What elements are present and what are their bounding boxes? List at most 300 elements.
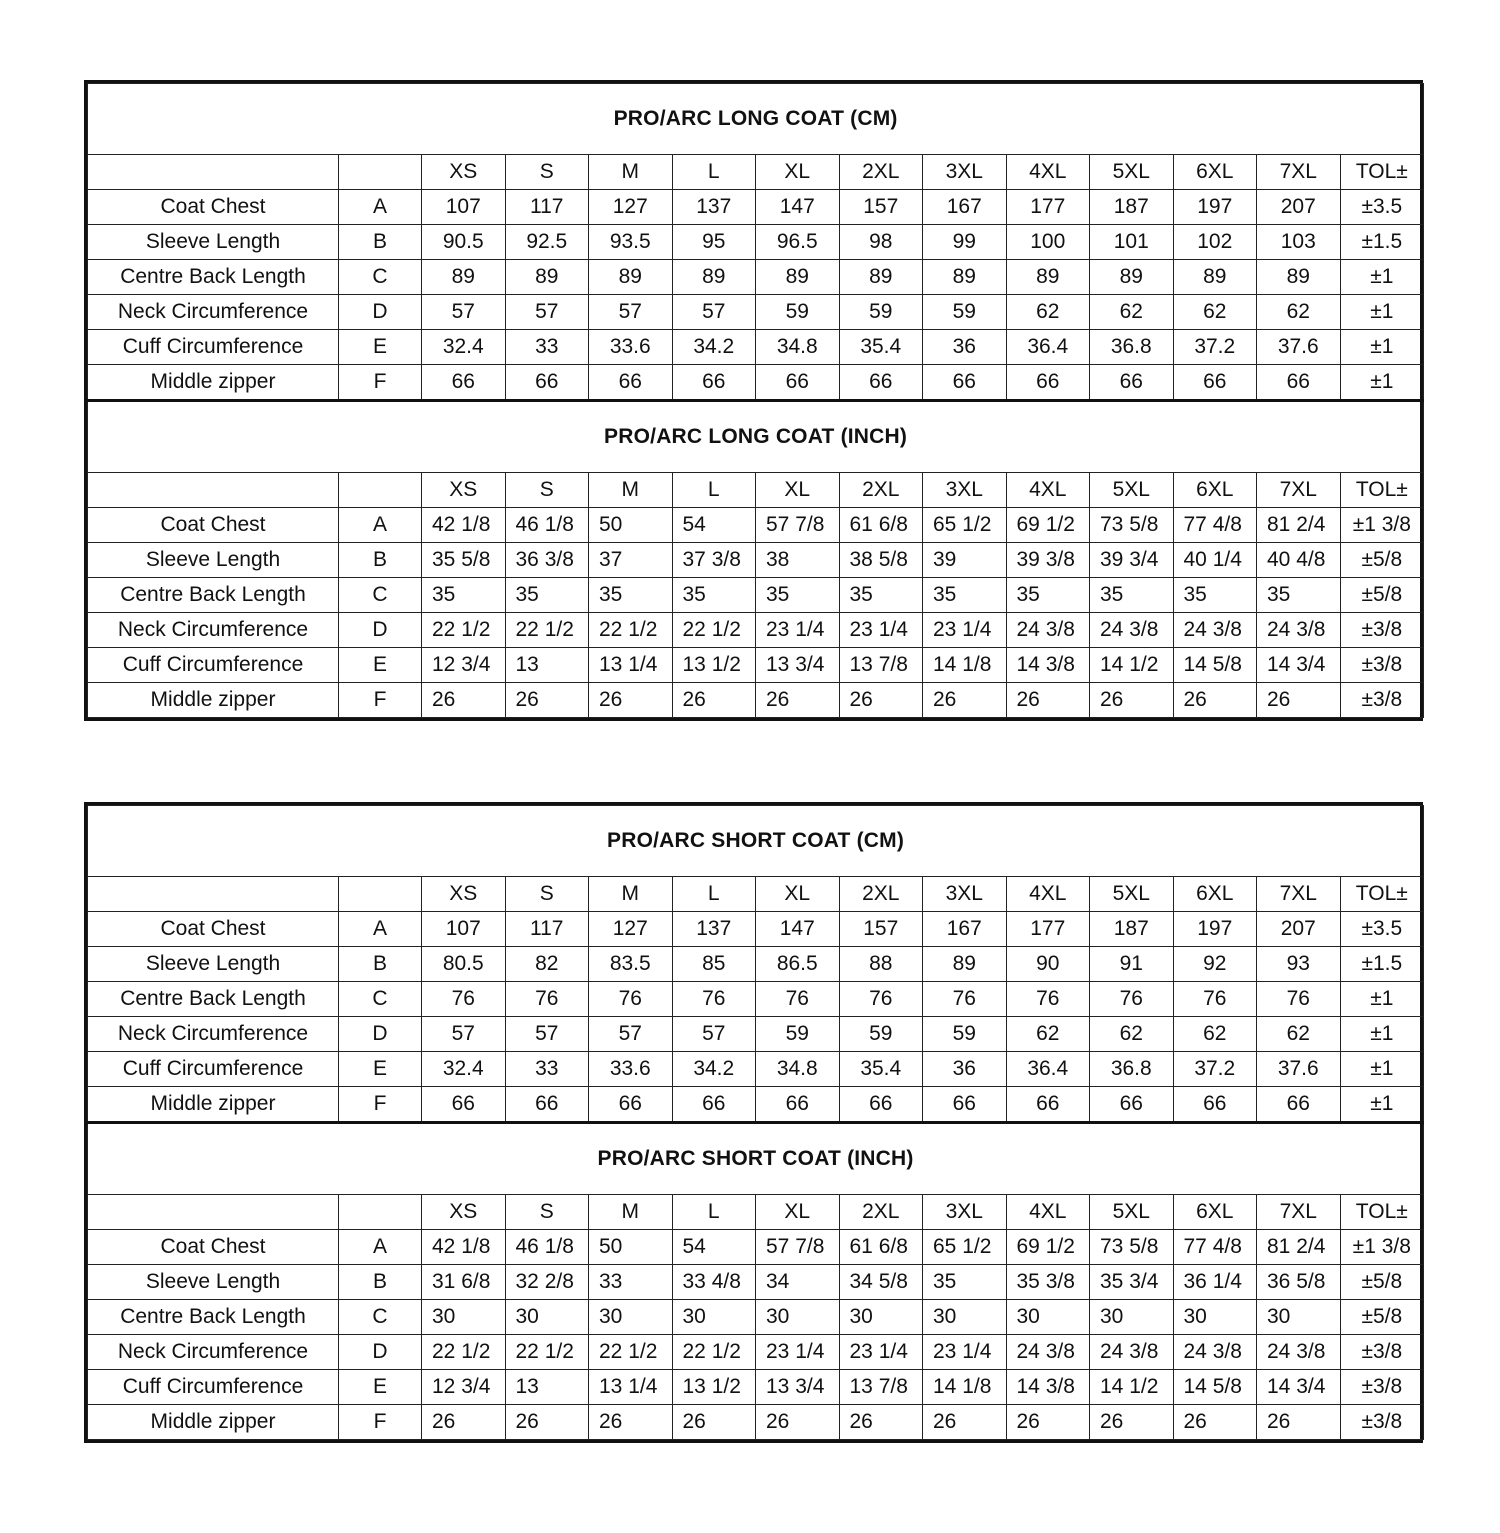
size-header: M <box>589 473 673 508</box>
measurement-value: 26 <box>1257 1405 1341 1440</box>
measurement-value: 54 <box>672 508 756 543</box>
size-header: 7XL <box>1257 155 1341 190</box>
measurement-value: 26 <box>1006 683 1090 718</box>
measurement-label: Neck Circumference <box>88 613 339 648</box>
measurement-value: 76 <box>589 982 673 1017</box>
table-row <box>88 912 1424 947</box>
measurement-value: 23 1/4 <box>839 613 923 648</box>
measurement-value: 66 <box>505 365 589 401</box>
table-row <box>88 1335 1424 1370</box>
measurement-value: 35 <box>505 578 589 613</box>
size-header: 4XL <box>1006 877 1090 912</box>
tolerance-value: ±1 <box>1340 1017 1424 1052</box>
measurement-value: 35.4 <box>839 330 923 365</box>
measurement-value: 77 4/8 <box>1173 1230 1257 1265</box>
short-coat-size-chart <box>84 802 1423 1443</box>
size-header: M <box>589 1195 673 1230</box>
measurement-value: 65 1/2 <box>923 1230 1007 1265</box>
measurement-value: 35 <box>672 578 756 613</box>
tolerance-header: TOL± <box>1340 155 1424 190</box>
measurement-value: 76 <box>1173 982 1257 1017</box>
measurement-value: 98 <box>839 225 923 260</box>
measurement-value: 167 <box>923 912 1007 947</box>
size-header: 6XL <box>1173 1195 1257 1230</box>
measurement-value: 76 <box>672 982 756 1017</box>
measurement-value: 73 5/8 <box>1090 508 1174 543</box>
measurement-code: A <box>339 190 422 225</box>
measurement-value: 81 2/4 <box>1257 1230 1341 1265</box>
measurement-value: 33 <box>505 1052 589 1087</box>
size-header: 6XL <box>1173 877 1257 912</box>
measurement-value: 92.5 <box>505 225 589 260</box>
measurement-value: 22 1/2 <box>422 1335 506 1370</box>
measurement-value: 66 <box>1006 365 1090 401</box>
measurement-value: 90 <box>1006 947 1090 982</box>
measurement-value: 37.2 <box>1173 1052 1257 1087</box>
measurement-value: 66 <box>1173 1087 1257 1123</box>
measurement-value: 34 5/8 <box>839 1265 923 1300</box>
measurement-label: Centre Back Length <box>88 578 339 613</box>
measurement-value: 30 <box>923 1300 1007 1335</box>
measurement-value: 73 5/8 <box>1090 1230 1174 1265</box>
measurement-value: 89 <box>1090 260 1174 295</box>
size-header: M <box>589 877 673 912</box>
measurement-value: 36.8 <box>1090 1052 1174 1087</box>
measurement-value: 22 1/2 <box>589 1335 673 1370</box>
measurement-value: 33.6 <box>589 330 673 365</box>
table-row <box>88 1370 1424 1405</box>
measurement-label: Centre Back Length <box>88 260 339 295</box>
table-row <box>88 543 1424 578</box>
measurement-value: 13 1/2 <box>672 648 756 683</box>
measurement-value: 32.4 <box>422 330 506 365</box>
measurement-value: 14 5/8 <box>1173 648 1257 683</box>
measurement-label: Coat Chest <box>88 912 339 947</box>
measurement-value: 26 <box>505 1405 589 1440</box>
measurement-value: 26 <box>422 683 506 718</box>
measurement-code: E <box>339 1370 422 1405</box>
measurement-value: 30 <box>1090 1300 1174 1335</box>
measurement-value: 187 <box>1090 190 1174 225</box>
measurement-value: 26 <box>1090 683 1174 718</box>
measurement-value: 26 <box>756 1405 840 1440</box>
measurement-value: 59 <box>756 1017 840 1052</box>
measurement-value: 36.4 <box>1006 1052 1090 1087</box>
measurement-value: 13 7/8 <box>839 1370 923 1405</box>
measurement-value: 26 <box>1173 683 1257 718</box>
measurement-value: 36 3/8 <box>505 543 589 578</box>
measurement-value: 57 7/8 <box>756 508 840 543</box>
measurement-value: 26 <box>923 683 1007 718</box>
measurement-value: 137 <box>672 190 756 225</box>
measurement-value: 34.2 <box>672 1052 756 1087</box>
size-header: 7XL <box>1257 877 1341 912</box>
size-header: XL <box>756 877 840 912</box>
measurement-value: 30 <box>1257 1300 1341 1335</box>
measurement-value: 22 1/2 <box>422 613 506 648</box>
measurement-value: 33 <box>505 330 589 365</box>
table-title-row <box>88 806 1424 877</box>
measurement-value: 167 <box>923 190 1007 225</box>
measurement-value: 66 <box>839 1087 923 1123</box>
tolerance-value: ±1.5 <box>1340 225 1424 260</box>
measurement-value: 76 <box>422 982 506 1017</box>
measurement-value: 26 <box>589 1405 673 1440</box>
measurement-label: Coat Chest <box>88 190 339 225</box>
measurement-value: 91 <box>1090 947 1174 982</box>
size-header: XL <box>756 1195 840 1230</box>
measurement-value: 100 <box>1006 225 1090 260</box>
measurement-value: 36 <box>923 1052 1007 1087</box>
measurement-value: 13 7/8 <box>839 648 923 683</box>
measurement-value: 14 3/8 <box>1006 1370 1090 1405</box>
measurement-value: 57 <box>672 295 756 330</box>
measurement-value: 37.6 <box>1257 1052 1341 1087</box>
tolerance-value: ±1 <box>1340 365 1424 401</box>
measurement-value: 107 <box>422 190 506 225</box>
measurement-code: B <box>339 225 422 260</box>
measurement-value: 93 <box>1257 947 1341 982</box>
measurement-value: 197 <box>1173 190 1257 225</box>
measurement-value: 13 1/4 <box>589 1370 673 1405</box>
measurement-value: 23 1/4 <box>839 1335 923 1370</box>
measurement-value: 89 <box>1257 260 1341 295</box>
measurement-value: 42 1/8 <box>422 1230 506 1265</box>
measurement-value: 65 1/2 <box>923 508 1007 543</box>
measurement-value: 22 1/2 <box>672 1335 756 1370</box>
measurement-value: 26 <box>923 1405 1007 1440</box>
measurement-value: 103 <box>1257 225 1341 260</box>
measurement-value: 26 <box>672 1405 756 1440</box>
tolerance-value: ±1 <box>1340 260 1424 295</box>
measurement-label: Centre Back Length <box>88 982 339 1017</box>
size-header-row <box>88 473 1424 508</box>
table-title: PRO/ARC SHORT COAT (CM) <box>88 806 1424 877</box>
table-row <box>88 1052 1424 1087</box>
measurement-value: 207 <box>1257 190 1341 225</box>
measurement-value: 59 <box>756 295 840 330</box>
tolerance-value: ±3/8 <box>1340 648 1424 683</box>
header-blank-cell <box>339 155 422 190</box>
size-header: L <box>672 877 756 912</box>
size-table <box>87 805 1424 1440</box>
measurement-value: 37 <box>589 543 673 578</box>
measurement-value: 24 3/8 <box>1173 613 1257 648</box>
table-row <box>88 1087 1424 1123</box>
tolerance-value: ±3.5 <box>1340 912 1424 947</box>
measurement-value: 35 <box>1173 578 1257 613</box>
measurement-value: 22 1/2 <box>505 1335 589 1370</box>
measurement-value: 23 1/4 <box>756 1335 840 1370</box>
measurement-value: 26 <box>1257 683 1341 718</box>
measurement-code: A <box>339 1230 422 1265</box>
measurement-value: 35.4 <box>839 1052 923 1087</box>
measurement-code: A <box>339 508 422 543</box>
tolerance-value: ±1 <box>1340 295 1424 330</box>
tolerance-value: ±1.5 <box>1340 947 1424 982</box>
measurement-value: 33 <box>589 1265 673 1300</box>
measurement-value: 85 <box>672 947 756 982</box>
measurement-value: 81 2/4 <box>1257 508 1341 543</box>
table-row <box>88 578 1424 613</box>
size-header: S <box>505 1195 589 1230</box>
measurement-value: 30 <box>422 1300 506 1335</box>
header-blank-cell <box>88 473 339 508</box>
size-header: 2XL <box>839 1195 923 1230</box>
measurement-value: 77 4/8 <box>1173 508 1257 543</box>
tolerance-value: ±5/8 <box>1340 1265 1424 1300</box>
table-row <box>88 508 1424 543</box>
measurement-value: 35 <box>1090 578 1174 613</box>
table-row <box>88 295 1424 330</box>
size-header: 6XL <box>1173 155 1257 190</box>
measurement-value: 46 1/8 <box>505 508 589 543</box>
measurement-value: 54 <box>672 1230 756 1265</box>
measurement-value: 36 5/8 <box>1257 1265 1341 1300</box>
measurement-value: 61 6/8 <box>839 508 923 543</box>
measurement-value: 35 3/8 <box>1006 1265 1090 1300</box>
measurement-value: 30 <box>1173 1300 1257 1335</box>
measurement-value: 35 <box>589 578 673 613</box>
measurement-value: 66 <box>1257 1087 1341 1123</box>
measurement-code: B <box>339 1265 422 1300</box>
measurement-value: 35 3/4 <box>1090 1265 1174 1300</box>
size-header: XS <box>422 473 506 508</box>
measurement-value: 62 <box>1173 295 1257 330</box>
measurement-value: 76 <box>505 982 589 1017</box>
tolerance-header: TOL± <box>1340 1195 1424 1230</box>
header-blank-cell <box>88 155 339 190</box>
size-header: 7XL <box>1257 1195 1341 1230</box>
measurement-value: 46 1/8 <box>505 1230 589 1265</box>
measurement-value: 62 <box>1173 1017 1257 1052</box>
size-header: 7XL <box>1257 473 1341 508</box>
measurement-value: 66 <box>1257 365 1341 401</box>
header-blank-cell <box>339 877 422 912</box>
measurement-value: 76 <box>923 982 1007 1017</box>
measurement-code: C <box>339 260 422 295</box>
table-row <box>88 190 1424 225</box>
measurement-value: 147 <box>756 912 840 947</box>
measurement-value: 82 <box>505 947 589 982</box>
size-header: XS <box>422 877 506 912</box>
measurement-value: 26 <box>1173 1405 1257 1440</box>
measurement-value: 14 3/8 <box>1006 648 1090 683</box>
measurement-value: 26 <box>589 683 673 718</box>
measurement-value: 14 5/8 <box>1173 1370 1257 1405</box>
tolerance-value: ±5/8 <box>1340 578 1424 613</box>
measurement-value: 76 <box>1257 982 1341 1017</box>
measurement-value: 26 <box>839 683 923 718</box>
measurement-value: 35 <box>1257 578 1341 613</box>
measurement-value: 14 1/2 <box>1090 1370 1174 1405</box>
measurement-value: 76 <box>1006 982 1090 1017</box>
measurement-value: 26 <box>505 683 589 718</box>
measurement-value: 66 <box>1090 365 1174 401</box>
measurement-value: 57 <box>422 295 506 330</box>
measurement-value: 59 <box>839 1017 923 1052</box>
measurement-value: 23 1/4 <box>756 613 840 648</box>
measurement-value: 89 <box>839 260 923 295</box>
table-row <box>88 947 1424 982</box>
header-blank-cell <box>88 1195 339 1230</box>
measurement-value: 32 2/8 <box>505 1265 589 1300</box>
measurement-value: 86.5 <box>756 947 840 982</box>
measurement-value: 26 <box>839 1405 923 1440</box>
measurement-value: 187 <box>1090 912 1174 947</box>
measurement-value: 177 <box>1006 190 1090 225</box>
measurement-value: 59 <box>839 295 923 330</box>
measurement-value: 26 <box>756 683 840 718</box>
measurement-value: 24 3/8 <box>1257 613 1341 648</box>
measurement-value: 35 <box>422 578 506 613</box>
measurement-value: 127 <box>589 912 673 947</box>
measurement-value: 31 6/8 <box>422 1265 506 1300</box>
tolerance-value: ±5/8 <box>1340 1300 1424 1335</box>
table-title: PRO/ARC SHORT COAT (INCH) <box>88 1123 1424 1195</box>
table-row <box>88 1300 1424 1335</box>
measurement-value: 66 <box>923 1087 1007 1123</box>
table-title: PRO/ARC LONG COAT (INCH) <box>88 401 1424 473</box>
table-title-row <box>88 1123 1424 1195</box>
measurement-value: 93.5 <box>589 225 673 260</box>
measurement-value: 66 <box>1090 1087 1174 1123</box>
table-row <box>88 683 1424 718</box>
measurement-value: 137 <box>672 912 756 947</box>
size-header: XL <box>756 473 840 508</box>
measurement-value: 34.8 <box>756 330 840 365</box>
measurement-code: C <box>339 1300 422 1335</box>
measurement-code: F <box>339 683 422 718</box>
measurement-value: 57 <box>505 295 589 330</box>
measurement-value: 24 3/8 <box>1090 613 1174 648</box>
measurement-value: 40 1/4 <box>1173 543 1257 578</box>
measurement-label: Coat Chest <box>88 508 339 543</box>
measurement-value: 37.2 <box>1173 330 1257 365</box>
measurement-value: 89 <box>1006 260 1090 295</box>
measurement-value: 33.6 <box>589 1052 673 1087</box>
measurement-value: 59 <box>923 1017 1007 1052</box>
size-header: 5XL <box>1090 1195 1174 1230</box>
measurement-label: Centre Back Length <box>88 1300 339 1335</box>
measurement-value: 35 <box>839 578 923 613</box>
table-row <box>88 1265 1424 1300</box>
size-header: 4XL <box>1006 1195 1090 1230</box>
measurement-value: 66 <box>422 1087 506 1123</box>
measurement-value: 13 <box>505 648 589 683</box>
measurement-value: 30 <box>589 1300 673 1335</box>
measurement-value: 62 <box>1006 295 1090 330</box>
table-row <box>88 260 1424 295</box>
measurement-code: B <box>339 543 422 578</box>
measurement-code: C <box>339 578 422 613</box>
size-header: 3XL <box>923 877 1007 912</box>
table-row <box>88 330 1424 365</box>
tolerance-value: ±1 3/8 <box>1340 1230 1424 1265</box>
measurement-value: 42 1/8 <box>422 508 506 543</box>
tolerance-header: TOL± <box>1340 877 1424 912</box>
tolerance-value: ±1 <box>1340 330 1424 365</box>
measurement-code: F <box>339 1405 422 1440</box>
size-header: 3XL <box>923 473 1007 508</box>
header-blank-cell <box>339 473 422 508</box>
measurement-value: 40 4/8 <box>1257 543 1341 578</box>
table-row <box>88 365 1424 401</box>
size-header: M <box>589 155 673 190</box>
table-title-row <box>88 84 1424 155</box>
measurement-value: 35 5/8 <box>422 543 506 578</box>
measurement-value: 36 1/4 <box>1173 1265 1257 1300</box>
measurement-value: 102 <box>1173 225 1257 260</box>
measurement-value: 26 <box>672 683 756 718</box>
size-header: 2XL <box>839 473 923 508</box>
measurement-code: E <box>339 330 422 365</box>
measurement-value: 62 <box>1257 295 1341 330</box>
measurement-value: 66 <box>505 1087 589 1123</box>
measurement-value: 26 <box>1090 1405 1174 1440</box>
measurement-label: Coat Chest <box>88 1230 339 1265</box>
measurement-label: Middle zipper <box>88 1405 339 1440</box>
measurement-value: 66 <box>672 365 756 401</box>
tolerance-header: TOL± <box>1340 473 1424 508</box>
measurement-value: 38 <box>756 543 840 578</box>
measurement-label: Cuff Circumference <box>88 1370 339 1405</box>
measurement-value: 89 <box>923 260 1007 295</box>
measurement-value: 50 <box>589 1230 673 1265</box>
measurement-value: 89 <box>756 260 840 295</box>
measurement-value: 36.8 <box>1090 330 1174 365</box>
measurement-value: 96.5 <box>756 225 840 260</box>
size-header: S <box>505 473 589 508</box>
tolerance-value: ±3.5 <box>1340 190 1424 225</box>
size-header: 3XL <box>923 155 1007 190</box>
measurement-value: 59 <box>923 295 1007 330</box>
size-header: 5XL <box>1090 473 1174 508</box>
measurement-code: D <box>339 1017 422 1052</box>
measurement-code: F <box>339 1087 422 1123</box>
measurement-value: 69 1/2 <box>1006 508 1090 543</box>
measurement-value: 157 <box>839 190 923 225</box>
measurement-code: B <box>339 947 422 982</box>
size-header: S <box>505 877 589 912</box>
measurement-code: F <box>339 365 422 401</box>
measurement-value: 57 <box>589 295 673 330</box>
measurement-value: 34 <box>756 1265 840 1300</box>
measurement-label: Neck Circumference <box>88 1335 339 1370</box>
size-header-row <box>88 155 1424 190</box>
measurement-value: 39 <box>923 543 1007 578</box>
measurement-value: 69 1/2 <box>1006 1230 1090 1265</box>
measurement-value: 177 <box>1006 912 1090 947</box>
measurement-label: Cuff Circumference <box>88 1052 339 1087</box>
measurement-value: 34.8 <box>756 1052 840 1087</box>
table-row <box>88 648 1424 683</box>
measurement-label: Sleeve Length <box>88 947 339 982</box>
measurement-value: 76 <box>756 982 840 1017</box>
measurement-value: 12 3/4 <box>422 648 506 683</box>
measurement-value: 66 <box>923 365 1007 401</box>
measurement-value: 30 <box>756 1300 840 1335</box>
measurement-value: 36.4 <box>1006 330 1090 365</box>
measurement-value: 127 <box>589 190 673 225</box>
measurement-value: 89 <box>589 260 673 295</box>
measurement-value: 66 <box>756 1087 840 1123</box>
measurement-value: 30 <box>839 1300 923 1335</box>
measurement-value: 24 3/8 <box>1006 613 1090 648</box>
tolerance-value: ±3/8 <box>1340 683 1424 718</box>
measurement-label: Middle zipper <box>88 1087 339 1123</box>
measurement-value: 13 <box>505 1370 589 1405</box>
